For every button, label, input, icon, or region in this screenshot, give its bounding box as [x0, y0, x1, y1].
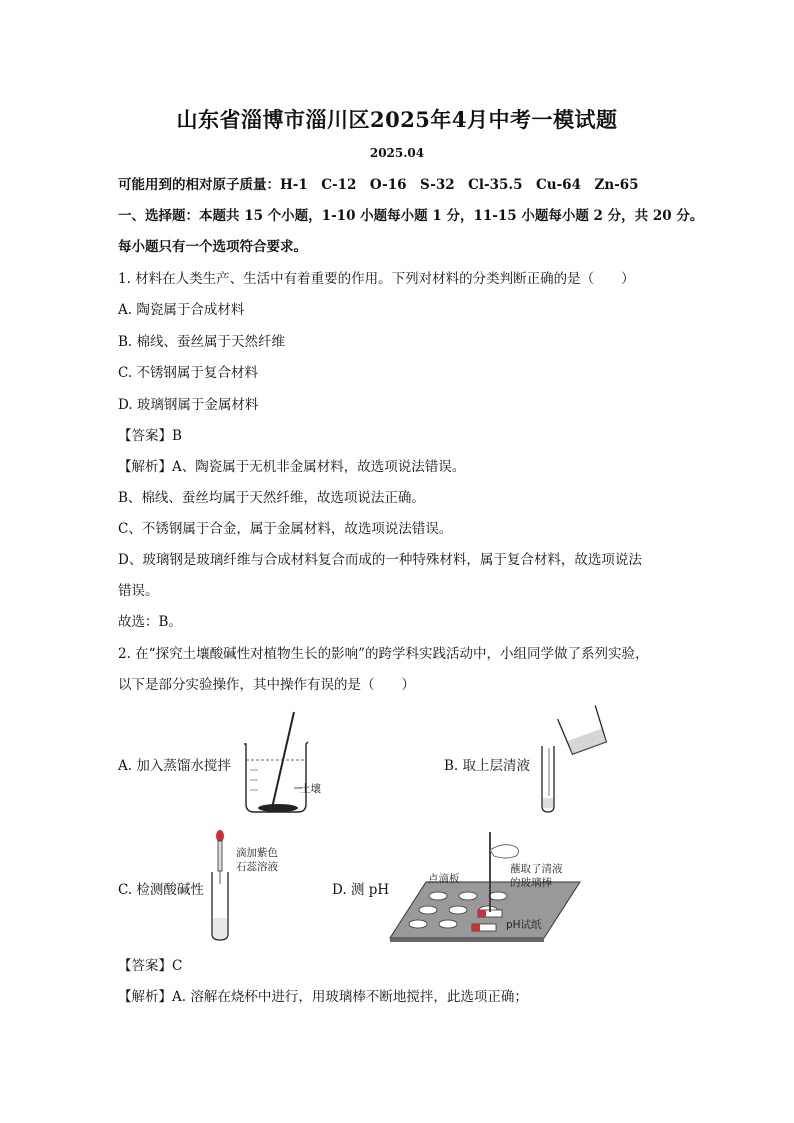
- q2-option-b: B. 取上层清液: [444, 758, 531, 774]
- q1-analysis-line: B、棉线、蚕丝均属于天然纤维，故选项说法正确。: [118, 490, 425, 506]
- q2-option-a: A. 加入蒸馏水搅拌: [118, 758, 231, 774]
- label-spot-plate: 点滴板: [428, 873, 460, 885]
- q1-option-d: D. 玻璃钢属于金属材料: [118, 397, 259, 413]
- atomic-mass-line: 可能用到的相对原子质量：H-1 C-12 O-16 S-32 Cl-35.5 Cu-64 Zn-65: [118, 177, 639, 193]
- label-litmus: 滴加紫色: [236, 847, 278, 859]
- q2-answer: 【答案】C: [118, 958, 183, 974]
- figure-dropper-test-tube: [206, 826, 296, 946]
- label-soil: 土壤: [300, 783, 321, 795]
- figure-test-tube-pouring: [530, 708, 620, 818]
- q2-option-d: D. 测 pH: [332, 882, 390, 898]
- q2-stem-cont: 以下是部分实验操作，其中操作有误的是（ ）: [118, 677, 415, 693]
- label-ph-paper: pH试纸: [506, 919, 542, 931]
- q1-option-a: A. 陶瓷属于合成材料: [118, 302, 245, 318]
- q2-option-c: C. 检测酸碱性: [118, 882, 204, 898]
- figure-ph-spot-plate: [386, 826, 586, 946]
- label-litmus-cont: 石蕊溶液: [236, 861, 278, 873]
- q2-analysis-line: 【解析】A. 溶解在烧杯中进行，用玻璃棒不断地搅拌，此选项正确；: [118, 989, 528, 1005]
- page-title: 山东省淄博市淄川区2025年4月中考一模试题: [176, 107, 618, 132]
- exam-date: 2025.04: [369, 146, 425, 160]
- q1-analysis-line: C、不锈钢属于合金，属于金属材料，故选项说法错误。: [118, 521, 453, 537]
- q2-stem: 2. 在“探究土壤酸碱性对植物生长的影响”的跨学科实践活动中，小组同学做了系列实验，: [118, 646, 649, 662]
- section-heading: 一、选择题：本题共 15 个小题，1-10 小题每小题 1 分，11-15 小题每小题 2 分，共 20 分。: [118, 208, 704, 224]
- figure-beaker-stirring: [236, 708, 346, 818]
- q1-option-b: B. 棉线、蚕丝属于天然纤维: [118, 334, 286, 350]
- q1-analysis-line: 【解析】A、陶瓷属于无机非金属材料，故选项说法错误。: [118, 459, 466, 475]
- q1-analysis-line: D、玻璃钢是玻璃纤维与合成材料复合而成的一种特殊材料，属于复合材料，故选项说法: [118, 552, 642, 568]
- q1-option-c: C. 不锈钢属于复合材料: [118, 365, 258, 381]
- label-glass-rod: 蘸取了清液: [510, 863, 563, 875]
- section-heading-cont: 每小题只有一个选项符合要求。: [118, 239, 307, 255]
- label-glass-rod-cont: 的玻璃棒: [510, 877, 552, 889]
- q1-answer: 【答案】B: [118, 428, 182, 444]
- q1-analysis-line: 故选：B。: [118, 614, 182, 630]
- q1-analysis-line: 错误。: [118, 583, 159, 599]
- q1-stem: 1. 材料在人类生产、生活中有着重要的作用。下列对材料的分类判断正确的是（ ）: [118, 271, 635, 287]
